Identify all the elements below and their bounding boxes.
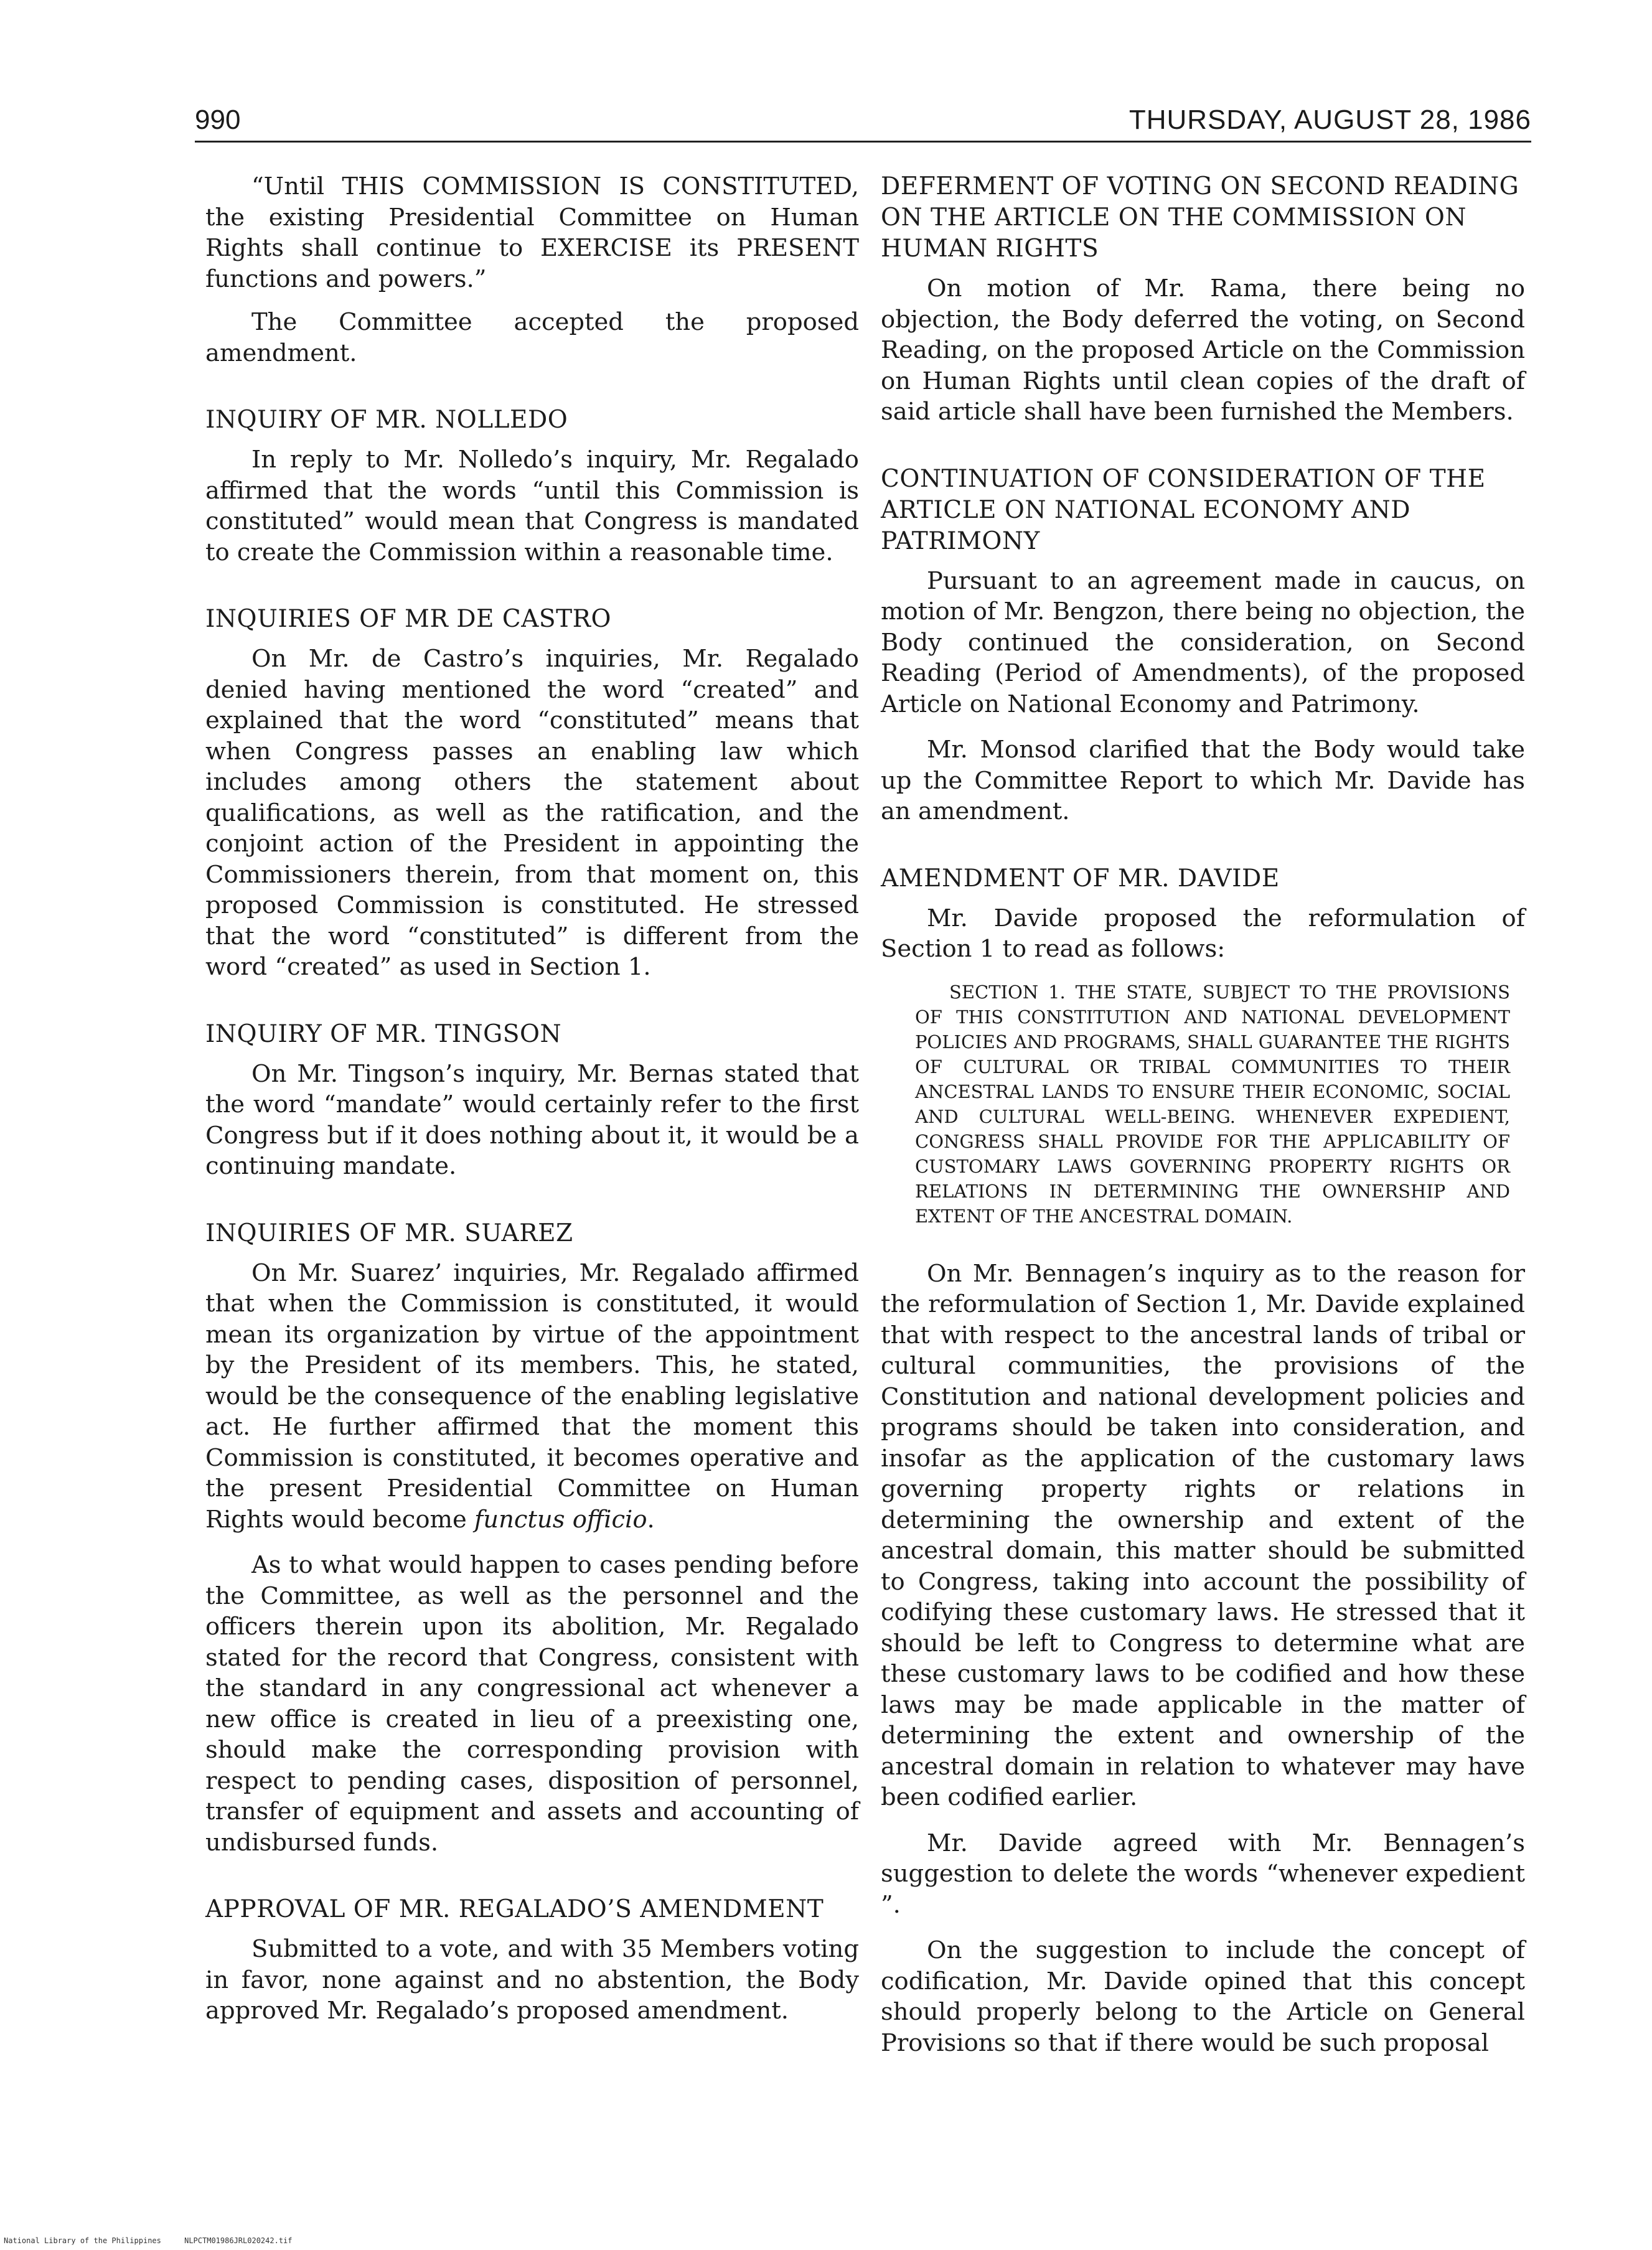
nolledo-paragraph: In reply to Mr. Nolledo’s inquiry, Mr. Regalado affirmed that the words “until this Commission is constituted” would mean that Congress is mandated to create the Commission within a reasonable time. — [205, 446, 859, 566]
codification-paragraph: On the suggestion to include the concept of codification, Mr. Davide opined that this concept should properly belong to the Article on General Provisions so that if there would be such proposal — [881, 1936, 1525, 2057]
suarez-paragraph-1: On Mr. Suarez’ inquiries, Mr. Regalado affirmed that when the Commission is constituted, it would mean its organization by virtue of the appointment by the President of its members. This, he stated, would be the consequence of the enabling legislative act. He further affirmed that the moment this Commission is constituted, it becomes operative and the present Presidential Committee on Human Rights would become functus officio. — [205, 1259, 859, 1534]
committee-accepted-text: The Committee accepted the proposed amendment. — [205, 308, 859, 367]
left-column — [205, 171, 859, 2041]
decastro-heading: INQUIRIES OF MR DE CASTRO — [205, 605, 611, 633]
suarez-paragraph-2: As to what would happen to cases pending before the Committee, as well as the personnel and the officers therein upon its abolition, Mr. Regalado stated for the record that Congress, consistent with the standard in any congressional act whenever a new office is created in lieu of a preexisting one, should make the corresponding provision with respect to pending cases, disposition of personnel, transfer of equipment and assets and accounting of undisbursed funds. — [205, 1551, 859, 1857]
functus-officio-phrase: functus officio — [474, 1505, 647, 1534]
deferment-heading: DEFERMENT OF VOTING ON SECOND READING ON THE ARTICLE ON THE COMMISSION ON HUMAN RIGHTS — [881, 172, 1519, 263]
header-rule — [195, 141, 1531, 143]
davide-heading: AMENDMENT OF MR. DAVIDE — [881, 864, 1280, 893]
suarez-text: On Mr. Suarez’ inquiries, Mr. Regalado affirmed that when the Commission is constituted, it would mean its organization by virtue of the appointment by the President of its members. This, he stated, would be the consequence of the enabling legislative act. He further affirmed that the moment this Commission is constituted, it becomes operative and the present Presidential Committee on Human Rights would become — [205, 1259, 859, 1534]
section-1-text: SECTION 1. THE STATE, SUBJECT TO THE PROVISIONS OF THIS CONSTITUTION AND NATIONAL DEVELOPMENT POLICIES AND PROGRAMS, SHALL GUARANTEE THE RIGHTS OF CULTURAL OR TRIBAL COMMUNITIES TO THEIR ANCESTRAL LANDS TO ENSURE THEIR ECONOMIC, SOCIAL AND CULTURAL WELL-BEING. WHENEVER EXPEDIENT, CONGRESS SHALL PROVIDE FOR THE APPLICABILITY OF CUSTOMARY LAWS GOVERNING PROPERTY RIGHTS OR RELATIONS IN DETERMINING THE OWNERSHIP AND EXTENT OF THE ANCESTRAL DOMAIN. — [915, 981, 1510, 1227]
continuation-paragraph: Pursuant to an agreement made in caucus, on motion of Mr. Bengzon, there being no objection, the Body continued the consideration, on Second Reading (Period of Amendments), of the proposed Article on National Economy and Patrimony. — [881, 566, 1525, 718]
tingson-paragraph: On Mr. Tingson’s inquiry, Mr. Bernas stated that the word “mandate” would certainly refer to the first Congress but if it does nothing about it, it would be a continuing mandate. — [205, 1059, 859, 1180]
monsod-paragraph: Mr. Monsod clarified that the Body would take up the Committee Report to which Mr. Davide has an amendment. — [881, 736, 1525, 825]
davide-agreed-paragraph: Mr. Davide agreed with Mr. Bennagen’s suggestion to delete the words “whenever expedient ”. — [881, 1829, 1525, 1919]
decastro-paragraph: On Mr. de Castro’s inquiries, Mr. Regalado denied having mentioned the word “created” and explained that the word “constituted” means that when Congress passes an enabling law which includes among others the statement about qualifications, as well as the ratification, and the conjoint action of the President in appointing the Commissioners therein, from that moment on, this proposed Commission is constituted. He stressed that the word “constituted” is different from the word “created” as used in Section 1. — [205, 645, 859, 981]
deferment-paragraph: On motion of Mr. Rama, there being no objection, the Body deferred the voting, on Second Reading, on the proposed Article on the Commission on Human Rights until clean copies of the draft of said article shall have been furnished the Members. — [881, 274, 1525, 426]
right-column — [881, 171, 1525, 2073]
approval-heading: APPROVAL OF MR. REGALADO’S AMENDMENT — [205, 1895, 824, 1923]
approval-paragraph: Submitted to a vote, and with 35 Members voting in favor, none against and no abstention, the Body approved Mr. Regalado’s proposed amendment. — [205, 1935, 859, 2025]
continuation-heading: CONTINUATION OF CONSIDERATION OF THE ARTICLE ON NATIONAL ECONOMY AND PATRIMONY — [881, 464, 1486, 555]
bennagen-paragraph: On Mr. Bennagen’s inquiry as to the reason for the reformulation of Section 1, Mr. Davide explained that with respect to the ancestral lands of tribal or cultural communities, the provisions of the Constitution and national development policies and programs should be taken into consideration, and insofar as the application of the customary laws governing property rights or relations in determining the ownership and extent of the ancestral domain, this matter should be submitted to Congress, taking into account the possibility of codifying these customary laws. He stressed that it should be left to Congress to determine what are these customary laws to be codified and how these laws may be made applicable in the matter of determining the extent and ownership of the ancestral domain in relation to whatever may have been codified earlier. — [881, 1259, 1525, 1811]
davide-intro: Mr. Davide proposed the reformulation of Section 1 to read as follows: — [881, 904, 1525, 963]
tingson-heading: INQUIRY OF MR. TINGSON — [205, 1020, 562, 1048]
quoted-amendment: “Until THIS COMMISSION IS CONSTITUTED, the existing Presidential Committee on Human Rights shall continue to EXERCISE its PRESENT functions and powers.” — [205, 172, 859, 293]
scan-footer — [4, 2236, 311, 2245]
library-label: National Library of the Philippines — [4, 2236, 161, 2245]
nolledo-heading: INQUIRY OF MR. NOLLEDO — [205, 406, 568, 434]
suarez-heading: INQUIRIES OF MR. SUAREZ — [205, 1219, 573, 1247]
page-number: 990 — [195, 105, 241, 135]
session-date: THURSDAY, AUGUST 28, 1986 — [1129, 105, 1531, 135]
file-label: NLPCTM01986JRL020242.tif — [184, 2236, 293, 2245]
page-header — [195, 105, 1531, 142]
